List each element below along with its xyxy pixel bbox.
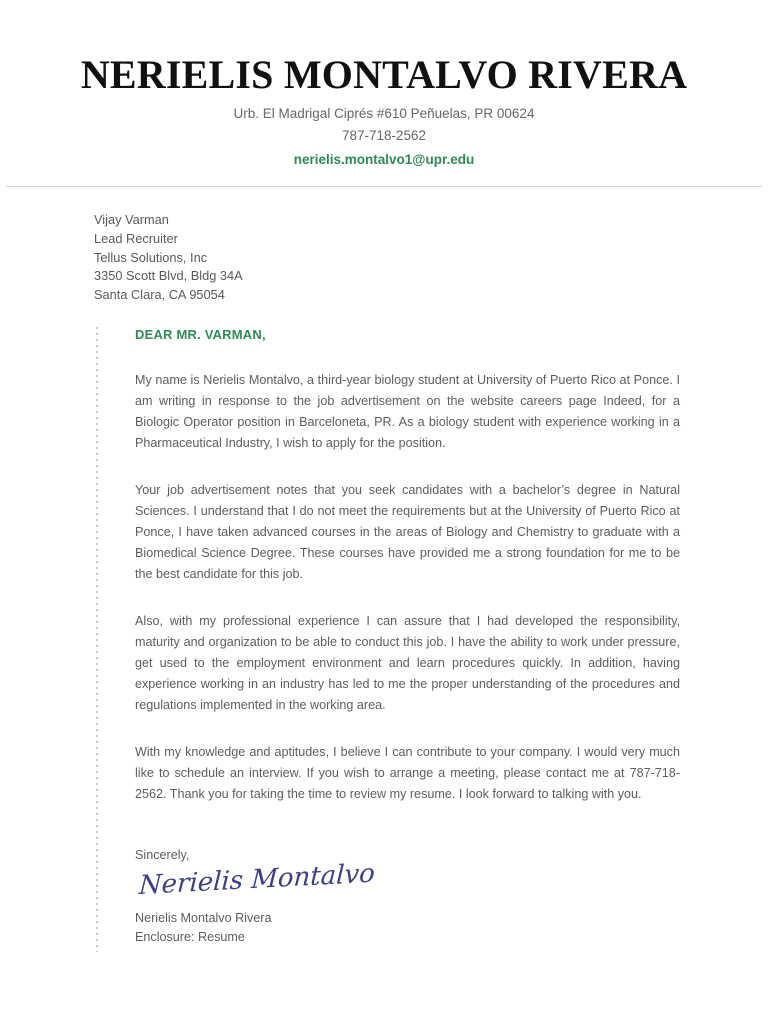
recipient-line: Tellus Solutions, Inc [94, 249, 208, 265]
dotted-rail-decoration [96, 327, 98, 952]
recipient-line: Vijay Varman [94, 212, 169, 227]
page-title: NERIELIS MONTALVO RIVERA [80, 52, 688, 97]
enclosure-note: Enclosure: Resume [135, 929, 245, 944]
recipient-line: 3350 Scott Blvd, Bldg 34A [94, 268, 243, 284]
header-divider [6, 186, 762, 187]
letterhead [0, 0, 768, 187]
letter-paragraph: Also, with my professional experience I can assure that I had developed the responsibility, maturity and organization to be able to conduct this job. I have the ability to work under pressure, get used to the employment environment and learn procedures quickly. In addition, having experience working in an industry has led to me the proper understanding of the procedures and regulations implemented in the working area. [135, 613, 680, 712]
letterhead-email-link[interactable]: nerielis.montalvo1@upr.edu [293, 152, 475, 167]
closing-word: Sincerely, [135, 847, 190, 862]
recipient-line: Santa Clara, CA 95054 [94, 287, 225, 303]
recipient-line: Lead Recruiter [94, 230, 178, 246]
letter-paragraph: My name is Nerielis Montalvo, a third-year biology student at University of Puerto Rico at Ponce. I am writing in response to the job advertisement on the website careers page Indeed, for a Biologic Operator position in Barceloneta, PR. As a biology student with experience working in a Pharmaceutical Industry, I wish to apply for the position. [135, 372, 680, 450]
letter-paragraph: Your job advertisement notes that you seek candidates with a bachelor’s degree in Natural Sciences. I understand that I do not meet the requirements but at the University of Puerto Rico at Ponce, I have taken advanced courses in the areas of Biology and Chemistry to graduate with a Biomedical Science Degree. These courses have provided me a strong foundation for me to be the best candidate for this job. [135, 482, 680, 581]
handwritten-signature: Nerielis Montalvo [138, 858, 376, 902]
recipient-address-block [94, 211, 768, 305]
letterhead-address: Urb. El Madrigal Ciprés #610 Peñuelas, PR 00624 [233, 106, 535, 121]
letterhead-phone: 787-718-2562 [341, 128, 427, 143]
signer-name: Nerielis Montalvo Rivera [135, 910, 272, 925]
salutation: DEAR MR. VARMAN, [135, 326, 266, 342]
letter-body [0, 327, 768, 947]
letter-closing [135, 845, 680, 947]
letter-paragraph: With my knowledge and aptitudes, I believe I can contribute to your company. I would very much like to schedule an interview. If you wish to arrange a meeting, please contact me at 787-718-2562. Thank you for taking the time to review my resume. I look forward to talking with you. [135, 744, 680, 801]
